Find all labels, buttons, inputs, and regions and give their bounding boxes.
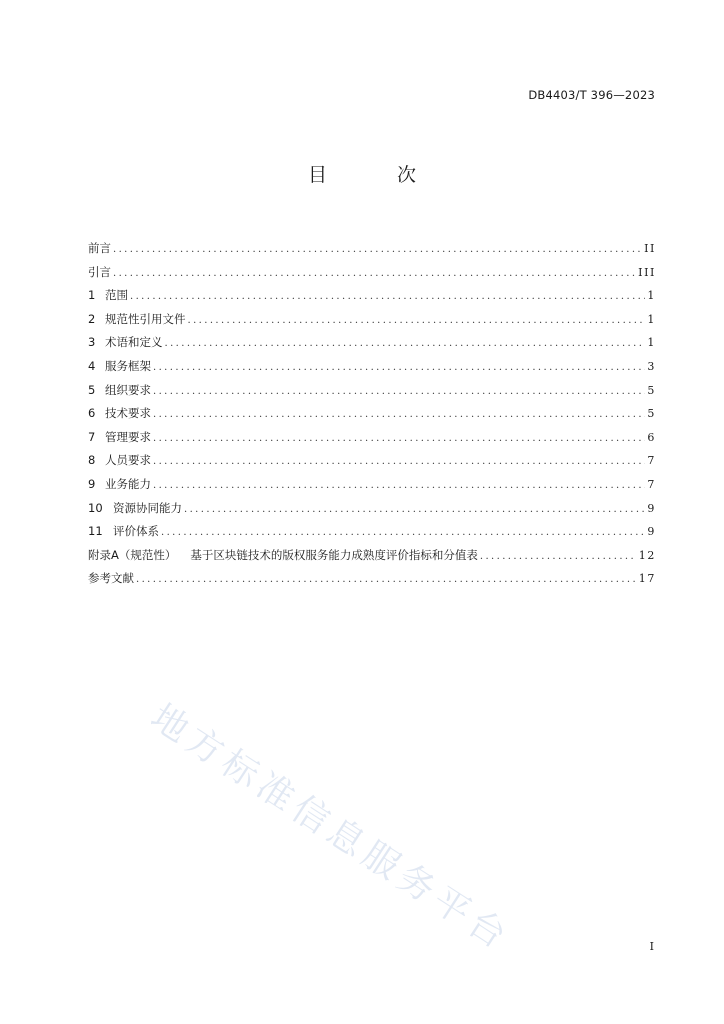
toc-entry-label: 资源协同能力 bbox=[113, 500, 182, 515]
toc-leader-dots bbox=[161, 527, 645, 538]
toc-entry-page: 1 bbox=[647, 336, 656, 350]
toc-leader-dots bbox=[136, 574, 637, 585]
toc-entry-page: 1 bbox=[647, 312, 656, 326]
toc-entry-number: 9 bbox=[88, 476, 96, 491]
toc-leader-dots bbox=[153, 456, 645, 467]
toc-entry-page: 5 bbox=[647, 383, 656, 397]
toc-entry-3[interactable] bbox=[88, 334, 656, 358]
toc-entry-number: 3 bbox=[88, 335, 96, 350]
toc-entry-label: 参考文献 bbox=[88, 571, 134, 586]
toc-leader-dots bbox=[113, 244, 642, 255]
toc-entry-number: 7 bbox=[88, 429, 96, 444]
toc-entry-page: 9 bbox=[647, 525, 656, 539]
toc-entry-page: 17 bbox=[638, 572, 656, 586]
toc-entry-1[interactable] bbox=[88, 287, 656, 311]
table-of-contents bbox=[88, 240, 656, 594]
toc-leader-dots bbox=[113, 268, 636, 279]
toc-entry-number: 8 bbox=[88, 453, 96, 468]
toc-leader-dots bbox=[153, 480, 645, 491]
toc-entry-page: II bbox=[644, 242, 656, 255]
toc-entry-page: 7 bbox=[647, 454, 656, 468]
toc-entry-2[interactable] bbox=[88, 311, 656, 335]
toc-leader-dots bbox=[480, 551, 637, 562]
toc-entry-label: 组织要求 bbox=[105, 382, 151, 397]
toc-entry-number: 10 bbox=[88, 500, 103, 515]
toc-entry-label: 规范性引用文件 bbox=[105, 311, 186, 326]
toc-entry-label: 基于区块链技术的版权服务能力成熟度评价指标和分值表 bbox=[190, 547, 478, 562]
toc-leader-dots bbox=[165, 338, 646, 349]
toc-entry-number: 6 bbox=[88, 406, 96, 421]
toc-entry-page: 1 bbox=[647, 289, 656, 303]
toc-entry-page: 5 bbox=[647, 407, 656, 421]
toc-leader-dots bbox=[188, 315, 646, 326]
toc-entry-page: 6 bbox=[647, 430, 656, 444]
toc-leader-dots bbox=[184, 504, 645, 515]
toc-leader-dots bbox=[130, 291, 645, 302]
toc-entry-foreword[interactable] bbox=[88, 240, 656, 264]
toc-entry-4[interactable] bbox=[88, 358, 656, 382]
toc-entry-page: 7 bbox=[647, 477, 656, 491]
toc-entry-page: 9 bbox=[647, 501, 656, 515]
page-number: I bbox=[649, 940, 654, 953]
toc-entry-label: 技术要求 bbox=[105, 406, 151, 421]
toc-entry-9[interactable] bbox=[88, 476, 656, 500]
toc-entry-bibliography[interactable] bbox=[88, 570, 656, 594]
toc-entry-label: 业务能力 bbox=[105, 476, 151, 491]
toc-entry-label: 引言 bbox=[88, 264, 111, 279]
toc-entry-label: 人员要求 bbox=[105, 453, 151, 468]
toc-entry-page: III bbox=[638, 265, 656, 279]
toc-entry-label: 服务框架 bbox=[105, 358, 151, 373]
toc-leader-dots bbox=[153, 362, 645, 373]
toc-entry-label: 前言 bbox=[88, 241, 111, 255]
toc-entry-page: 3 bbox=[647, 359, 656, 373]
toc-entry-label: 管理要求 bbox=[105, 429, 151, 444]
toc-entry-label: 术语和定义 bbox=[105, 335, 163, 350]
toc-leader-dots bbox=[153, 386, 645, 397]
page-title: 目 次 bbox=[307, 164, 449, 186]
toc-entry-11[interactable] bbox=[88, 523, 656, 547]
toc-entry-5[interactable] bbox=[88, 382, 656, 406]
toc-leader-dots bbox=[153, 409, 645, 420]
toc-entry-10[interactable] bbox=[88, 500, 656, 524]
watermark: 地方标准信息服务平台 bbox=[143, 696, 518, 960]
toc-entry-label: 范围 bbox=[105, 288, 128, 303]
toc-entry-8[interactable] bbox=[88, 452, 656, 476]
toc-entry-number: 1 bbox=[88, 288, 96, 303]
toc-entry-7[interactable] bbox=[88, 429, 656, 453]
toc-entry-label: 评价体系 bbox=[113, 524, 159, 539]
toc-entry-number: 附录A（规范性） bbox=[88, 547, 177, 562]
toc-entry-number: 11 bbox=[88, 524, 103, 539]
toc-entry-page: 12 bbox=[638, 548, 656, 562]
toc-entry-appendix-a[interactable] bbox=[88, 547, 656, 571]
toc-entry-number: 2 bbox=[88, 311, 96, 326]
toc-entry-number: 4 bbox=[88, 358, 96, 373]
toc-entry-6[interactable] bbox=[88, 405, 656, 429]
document-code: DB4403/T 396—2023 bbox=[528, 88, 655, 102]
toc-entry-number: 5 bbox=[88, 382, 96, 397]
toc-entry-introduction[interactable] bbox=[88, 264, 656, 288]
toc-leader-dots bbox=[153, 433, 645, 444]
